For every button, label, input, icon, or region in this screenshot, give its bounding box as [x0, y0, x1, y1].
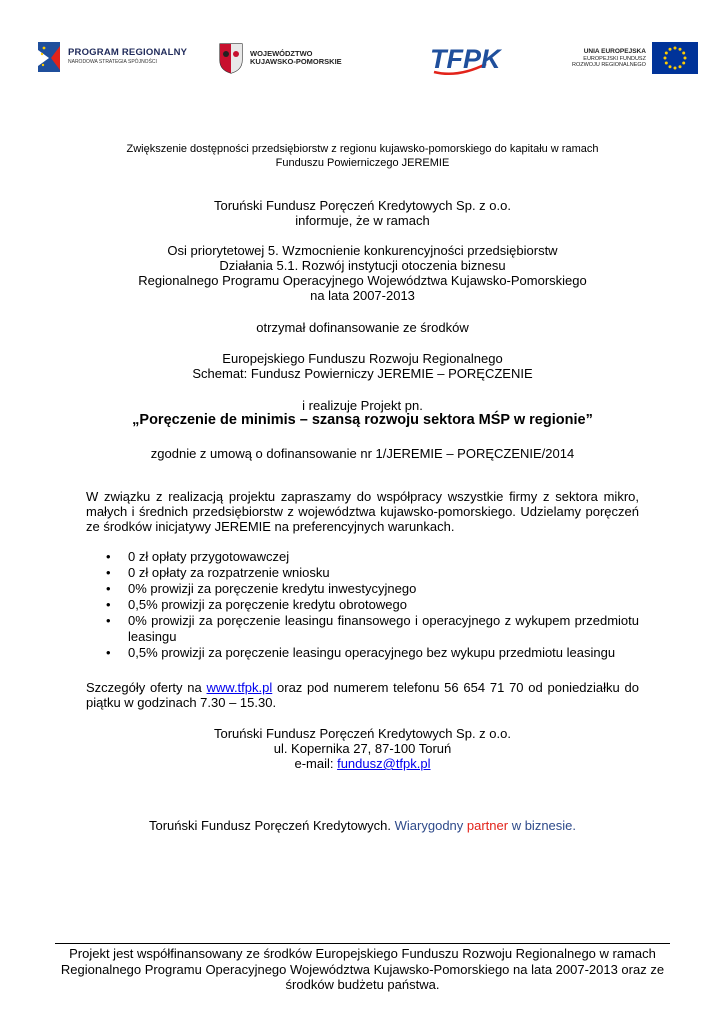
list-item: • 0% prowizji za poręczenie kredytu inwestycyjnego	[86, 581, 639, 597]
footer-line-3: środków budżetu państwa.	[285, 977, 440, 992]
slogan	[40, 818, 685, 833]
footer-divider	[55, 943, 670, 944]
eu-flag-icon	[652, 42, 698, 74]
list-item: • 0 zł opłaty przygotowawczej	[86, 549, 639, 565]
contact-email-line	[40, 756, 685, 771]
coat-of-arms-icon	[218, 42, 244, 74]
eu-logo	[572, 42, 698, 74]
details-paragraph	[86, 680, 639, 710]
program-block	[40, 243, 685, 303]
tfpk-logo	[428, 42, 501, 76]
wojewodztwo-line1: WOJEWÓDZTWO	[250, 48, 313, 58]
body-paragraph: W związku z realizacją projektu zapraszamy do współpracy wszystkie firmy z sektora mikro, małych i średnich przedsiębiorstw z województwa kujawsko-pomorskiego. Udzielamy poręczeń ze środków inicjatywy JEREMIE na preferencyjnych warunkach.	[86, 489, 639, 534]
header-line-1: Zwiększenie dostępności przedsiębiorstw z regionu kujawsko-pomorskiego do kapitału w ramach	[126, 143, 599, 155]
header-text	[40, 142, 685, 170]
contact-address: ul. Kopernika 27, 87-100 Toruń	[273, 741, 452, 756]
program-regionalny-logo	[35, 40, 187, 74]
program-regionalny-subtitle: NARODOWA STRATEGIA SPÓJNOŚCI	[68, 59, 157, 66]
email-link[interactable]: fundusz@tfpk.pl	[337, 756, 431, 771]
intro-block	[40, 198, 685, 228]
list-item: • 0,5% prowizji za poręczenie leasingu operacyjnego bez wykupu przedmiotu leasingu	[86, 645, 639, 661]
project-agreement: zgodnie z umową o dofinansowanie nr 1/JEREMIE – PORĘCZENIE/2014	[150, 446, 575, 461]
eu-line3: ROZWOJU REGIONALNEGO	[572, 61, 646, 68]
website-link[interactable]: www.tfpk.pl	[206, 680, 273, 695]
benefits-list	[86, 549, 639, 661]
list-item: • 0,5% prowizji za poręczenie kredytu obrotowego	[86, 597, 639, 613]
slogan-company: Toruński Fundusz Poręczeń Kredytowych.	[148, 818, 395, 833]
email-label: e-mail:	[294, 756, 338, 771]
funding-block	[40, 351, 685, 381]
wojewodztwo-logo	[218, 42, 342, 74]
list-item: • 0 zł opłaty za rozpatrzenie wniosku	[86, 565, 639, 581]
program-regionalny-title: PROGRAM REGIONALNY	[68, 47, 188, 59]
program-action: Działania 5.1. Rozwój instytucji otoczenia biznesu	[219, 258, 506, 273]
slogan-word-reliable: Wiarygodny	[394, 818, 464, 833]
funding-received: otrzymał dofinansowanie ze środków	[256, 320, 469, 335]
intro-company: Toruński Fundusz Poręczeń Kredytowych Sp. z o.o.	[214, 198, 511, 213]
details-suffix: oraz pod numerem telefonu 56 654 71 70 od poniedziałku do piątku w godzinach 7.30 – 15.30.	[86, 680, 639, 710]
intro-informs: informuje, że w ramach	[295, 213, 430, 228]
program-regionalny-emblem-icon	[35, 40, 63, 74]
program-rpo: Regionalnego Programu Operacyjnego Województwa Kujawsko-Pomorskiego	[138, 273, 587, 288]
details-prefix: Szczegóły oferty na	[86, 680, 207, 695]
program-axis: Osi priorytetowej 5. Wzmocnienie konkurencyjności przedsiębiorstw	[167, 243, 558, 258]
funding-scheme: Schemat: Fundusz Powierniczy JEREMIE – PORĘCZENIE	[192, 366, 533, 381]
funding-fund: Europejskiego Funduszu Rozwoju Regionalnego	[222, 351, 503, 366]
project-name: „Poręczenie de minimis – szansą rozwoju sektora MŚP w regionie”	[132, 412, 593, 428]
footer-line-1: Projekt jest współfinansowany ze środków Europejskiego Funduszu Rozwoju Regionalnego w ramach	[69, 946, 656, 961]
wojewodztwo-line2: KUJAWSKO-POMORSKIE	[250, 57, 342, 66]
eu-line1: UNIA EUROPEJSKA	[583, 48, 646, 56]
tfpk-logo-text: TFPK	[430, 44, 501, 74]
eu-line2: EUROPEJSKI FUNDUSZ	[583, 55, 646, 62]
contact-block	[40, 726, 685, 771]
header-line-2: Funduszu Powierniczego JEREMIE	[275, 157, 450, 169]
slogan-word-partner: partner	[463, 818, 512, 833]
tfpk-logo-mark	[428, 42, 501, 76]
footer-line-2: Regionalnego Programu Operacyjnego Województwa Kujawsko-Pomorskiego na lata 2007-2013 oraz ze	[60, 961, 665, 977]
slogan-period: .	[572, 818, 577, 833]
logo-bar	[0, 38, 725, 88]
list-item: • 0% prowizji za poręczenie leasingu finansowego i operacyjnego z wykupem przedmiotu leasingu	[86, 613, 639, 645]
project-realizes: i realizuje Projekt pn.	[302, 398, 423, 413]
slogan-word-business: w biznesie	[511, 818, 573, 833]
footer	[45, 946, 680, 993]
program-years: na lata 2007-2013	[310, 288, 415, 303]
contact-company: Toruński Fundusz Poręczeń Kredytowych Sp. z o.o.	[214, 726, 511, 741]
